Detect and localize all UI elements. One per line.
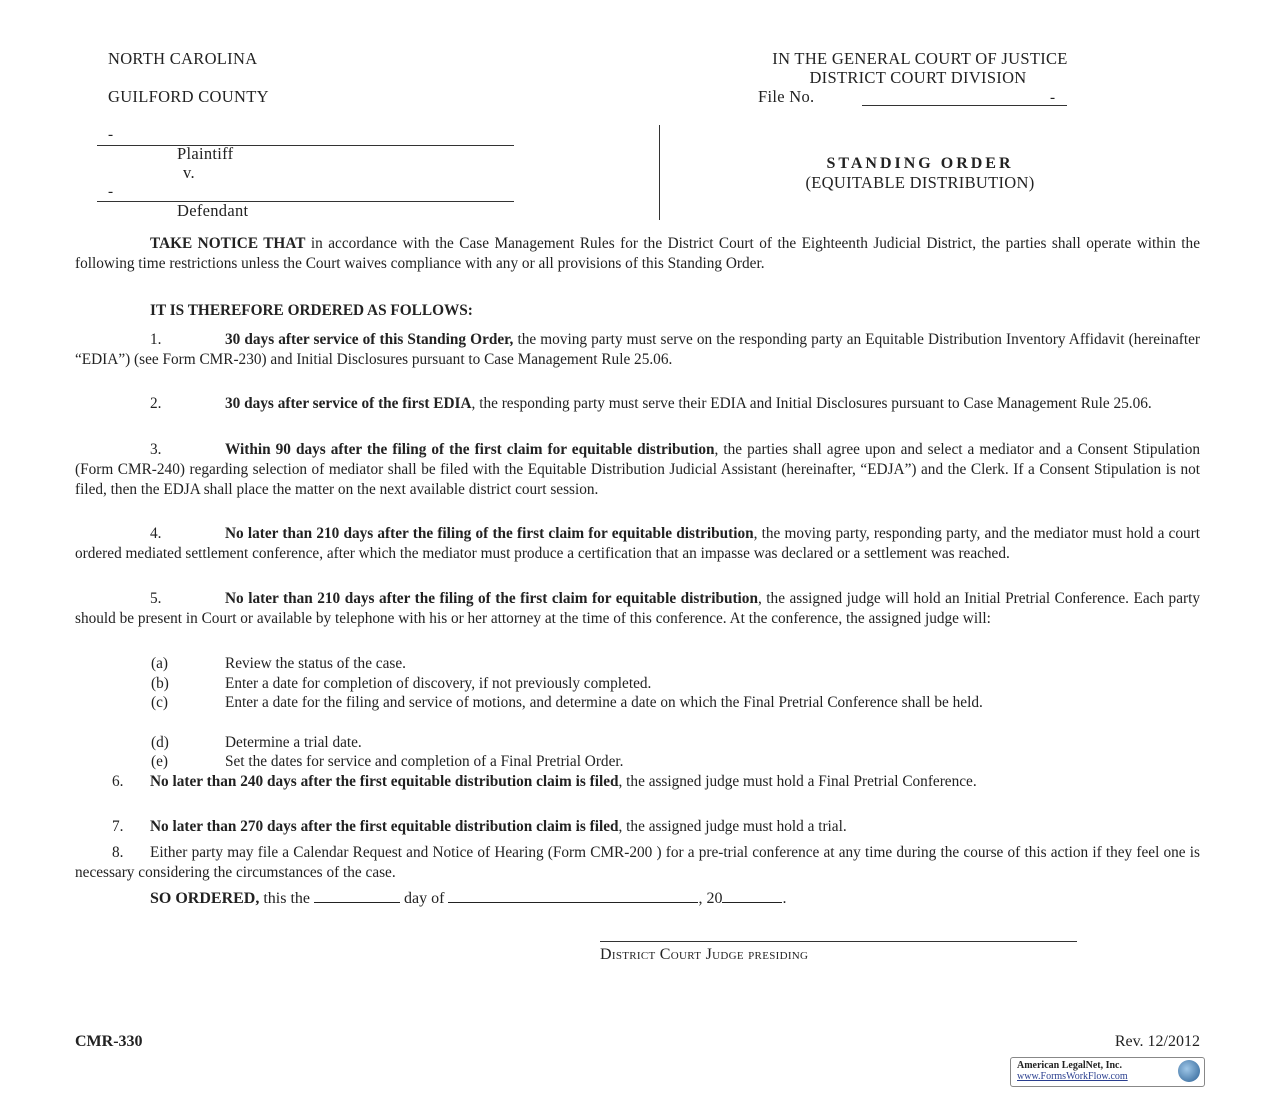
form-id: CMR-330	[75, 1033, 143, 1050]
item-text: , the moving party, responding party, and the mediator must hold a court ordered mediated settlement conference, after which the mediator must produce a certification that an impasse was declared or a settlement was reached.	[75, 525, 1200, 562]
file-no-label: File No.	[758, 87, 815, 106]
so-ordered-line	[150, 888, 786, 909]
sub-item-label: (d)	[151, 734, 169, 751]
file-no-dash: -	[1050, 89, 1056, 106]
item-deadline: 30 days after service of the first EDIA	[225, 395, 472, 412]
court-line-1: IN THE GENERAL COURT OF JUSTICE	[772, 49, 1068, 68]
file-no-line	[862, 105, 1067, 106]
defendant-dash: -	[108, 183, 114, 200]
globe-icon	[1178, 1060, 1200, 1082]
item-number: 5.	[150, 590, 162, 607]
sub-item-text: Review the status of the case.	[225, 655, 406, 672]
order-subtitle: (EQUITABLE DISTRIBUTION)	[805, 173, 1035, 192]
item-number: 6.	[112, 773, 124, 790]
order-item-2	[75, 394, 1200, 414]
american-legalnet-logo[interactable]	[1010, 1057, 1205, 1087]
plaintiff-dash: -	[108, 126, 114, 143]
sub-item-text: Set the dates for service and completion of a Final Pretrial Order.	[225, 753, 624, 770]
signature-label: District Court Judge presiding	[600, 946, 809, 963]
order-item-1	[75, 330, 1200, 370]
item-text: the moving party must serve on the responding party an Equitable Distribution Inventory Affidavit (hereinafter “EDIA”) (see Form CMR-230) and Initial Disclosures pursuant to Case Management Rule 25.06.	[75, 331, 1200, 368]
item-text: , the assigned judge must hold a trial.	[618, 818, 847, 835]
item-number: 3.	[150, 441, 162, 458]
year-blank[interactable]	[722, 888, 782, 903]
sub-item-label: (e)	[151, 753, 168, 770]
item-deadline: No later than 270 days after the first equitable distribution claim is filed	[150, 818, 619, 835]
notice-lead: TAKE NOTICE THAT	[150, 235, 306, 252]
item-number: 7.	[112, 818, 124, 835]
item-text: Either party may file a Calendar Request and Notice of Hearing (Form CMR-200 ) for a pre-trial conference at any time during the course of this action if they feel one is necessary considering the circumstances of the case.	[75, 844, 1200, 881]
signature-line[interactable]	[600, 941, 1077, 942]
so-ordered-text-c: , 20	[698, 890, 723, 907]
logo-company-name: American LegalNet, Inc.	[1017, 1060, 1122, 1071]
item-number: 1.	[150, 331, 162, 348]
sub-item-text: Enter a date for the filing and service of motions, and determine a date on which the Final Pretrial Conference shall be held.	[225, 694, 983, 711]
sub-item-label: (c)	[151, 694, 168, 711]
item-number: 8.	[112, 844, 124, 861]
notice-text: in accordance with the Case Management Rules for the District Court of the Eighteenth Judicial District, the parties shall operate within the following time restrictions unless the Court waives compliance with any or all provisions of this Standing Order.	[75, 235, 1200, 272]
item-text: , the responding party must serve their EDIA and Initial Disclosures pursuant to Case Management Rule 25.06.	[471, 395, 1152, 412]
month-blank[interactable]	[448, 888, 698, 903]
so-ordered-end: .	[782, 890, 787, 907]
item-text: , the assigned judge must hold a Final Pretrial Conference.	[618, 773, 977, 790]
item-deadline: No later than 210 days after the filing of the first claim for equitable distribution	[225, 590, 758, 607]
so-ordered-text-a: this the	[259, 890, 315, 907]
order-item-4	[75, 524, 1200, 564]
caption-divider	[659, 125, 660, 220]
item-deadline: No later than 240 days after the first equitable distribution claim is filed	[150, 773, 619, 790]
plaintiff-line	[97, 145, 514, 146]
order-item-8	[75, 843, 1200, 883]
item-deadline: No later than 210 days after the filing of the first claim for equitable distribution	[225, 525, 754, 542]
order-item-6	[75, 772, 1200, 792]
plaintiff-label: Plaintiff	[177, 144, 234, 163]
sub-item-label: (a)	[151, 655, 168, 672]
state-name: NORTH CAROLINA	[108, 49, 258, 68]
logo-website[interactable]: www.FormsWorkFlow.com	[1017, 1071, 1128, 1082]
sub-item-label: (b)	[151, 675, 169, 692]
order-item-3	[75, 440, 1200, 500]
so-ordered-text-b: day of	[400, 890, 449, 907]
defendant-label: Defendant	[177, 201, 249, 220]
court-line-2: DISTRICT COURT DIVISION	[809, 68, 1027, 87]
item-number: 4.	[150, 525, 162, 542]
county-name: GUILFORD COUNTY	[108, 87, 269, 106]
sub-item-text: Enter a date for completion of discovery, if not previously completed.	[225, 675, 652, 692]
sub-item-text: Determine a trial date.	[225, 734, 362, 751]
defendant-line	[97, 201, 514, 202]
order-title: STANDING ORDER	[826, 155, 1014, 172]
item-deadline: Within 90 days after the filing of the first claim for equitable distribution	[225, 441, 715, 458]
notice-paragraph	[75, 234, 1200, 274]
versus-label: v.	[183, 163, 195, 182]
item-deadline: 30 days after service of this Standing Order,	[225, 331, 514, 348]
item-text: , the assigned judge will hold an Initial Pretrial Conference. Each party should be present in Court or available by telephone with his or her attorney at the time of this conference. At the conference, the assigned judge will:	[75, 590, 1200, 627]
revision-date: Rev. 12/2012	[1114, 1033, 1200, 1050]
item-text: , the parties shall agree upon and select a mediator and a Consent Stipulation (Form CMR-240) regarding selection of mediator shall be filed with the Equitable Distribution Judicial Assistant (hereinafter, “EDJA”) and the Clerk. If a Consent Stipulation is not filed, then the EDJA shall place the matter on the next available district court session.	[75, 441, 1200, 498]
day-blank[interactable]	[314, 888, 400, 903]
so-ordered-lead: SO ORDERED,	[150, 890, 260, 907]
order-item-5	[75, 589, 1200, 629]
ordered-heading: IT IS THEREFORE ORDERED AS FOLLOWS:	[150, 302, 473, 319]
order-item-7	[75, 817, 1200, 837]
item-number: 2.	[150, 395, 162, 412]
